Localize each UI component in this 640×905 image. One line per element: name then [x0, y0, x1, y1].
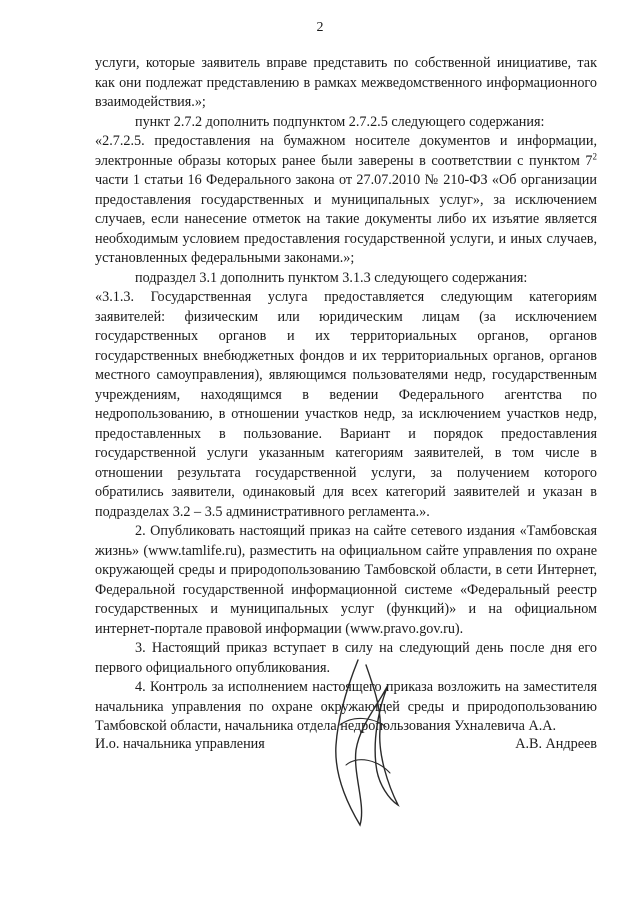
- paragraph-item-4: 4. Контроль за исполнением настоящего приказа возложить на заместителя начальника управления по охране окружающей среды и природопользованию Тамбовской области, начальника отдела недропользования Ухналевича А.А.: [95, 679, 597, 734]
- page-number: 2: [316, 20, 324, 35]
- paragraph-continuation: услуги, которые заявитель вправе представить по собственной инициативе, так как они подлежат представлению в рамках межведомственного информационного взаимодействия.»;: [95, 55, 597, 110]
- paragraph-2-7-2-5: [95, 132, 597, 269]
- paragraph-item-2: 2. Опубликовать настоящий приказ на сайте сетевого издания «Тамбовская жизнь» (www.tamlife.ru), разместить на официальном сайте управления по охране окружающей среды и природопользованию Тамбовской области, в сети Интернет, Федеральной государственной информационной системе «Федеральный реестр государственных и муниципальных услуг (функций)» и на официальном интернет-портале правовой информации (www.pravo.gov.ru).: [95, 523, 597, 637]
- paragraph-3-1-3: «3.1.3. Государственная услуга предоставляется следующим категориям заявителей: физическим или юридическим лицам (за исключением государственных органов и их территориальных органов, органов государственных внебюджетных фондов и их территориальных органов, органов местного самоуправления), являющимся пользователями недр, государственным учреждениям, находящимся в ведении Федерального агентства по недропользованию, в отношении участков недр, за исключением участков недр, предоставленных в пользование. Вариант и порядок предоставления государственной услуги указанным категориям заявителей, в том числе в отношении результата государственной услуги, за получением которого обратились заявители, одинаковый для всех категорий заявителей и указан в подразделах 3.2 – 3.5 административного регламента.».: [95, 289, 597, 520]
- paragraph-2-7-2-5-part2: части 1 статьи 16 Федерального закона от 27.07.2010 № 210-ФЗ «Об организации предоставления государственных и муниципальных услуг», за исключением случаев, если нанесение отметок на такие документы либо их изъятие является необходимым условием предоставления государственной услуги, и иных случаев, установленных федеральными законами.»;: [95, 172, 597, 266]
- paragraph-2-7-2-5-part1: «2.7.2.5. предоставления на бумажном носителе документов и информации, электронные образы которых ранее были заверены в соответствии с пунктом 7: [95, 133, 597, 169]
- handwritten-signature: [318, 655, 408, 830]
- paragraph-subsection-3-1: подраздел 3.1 дополнить пунктом 3.1.3 следующего содержания:: [135, 269, 528, 286]
- signatory-name: А.В. Андреев: [515, 736, 597, 752]
- signatory-title: И.о. начальника управления: [95, 736, 265, 752]
- superscript: 2: [592, 150, 597, 161]
- paragraph-item-3: 3. Настоящий приказ вступает в силу на следующий день после дня его первого официального опубликования.: [95, 640, 597, 676]
- document-body: [95, 54, 597, 737]
- paragraph-item-2-7-2: пункт 2.7.2 дополнить подпунктом 2.7.2.5 следующего содержания:: [135, 113, 545, 130]
